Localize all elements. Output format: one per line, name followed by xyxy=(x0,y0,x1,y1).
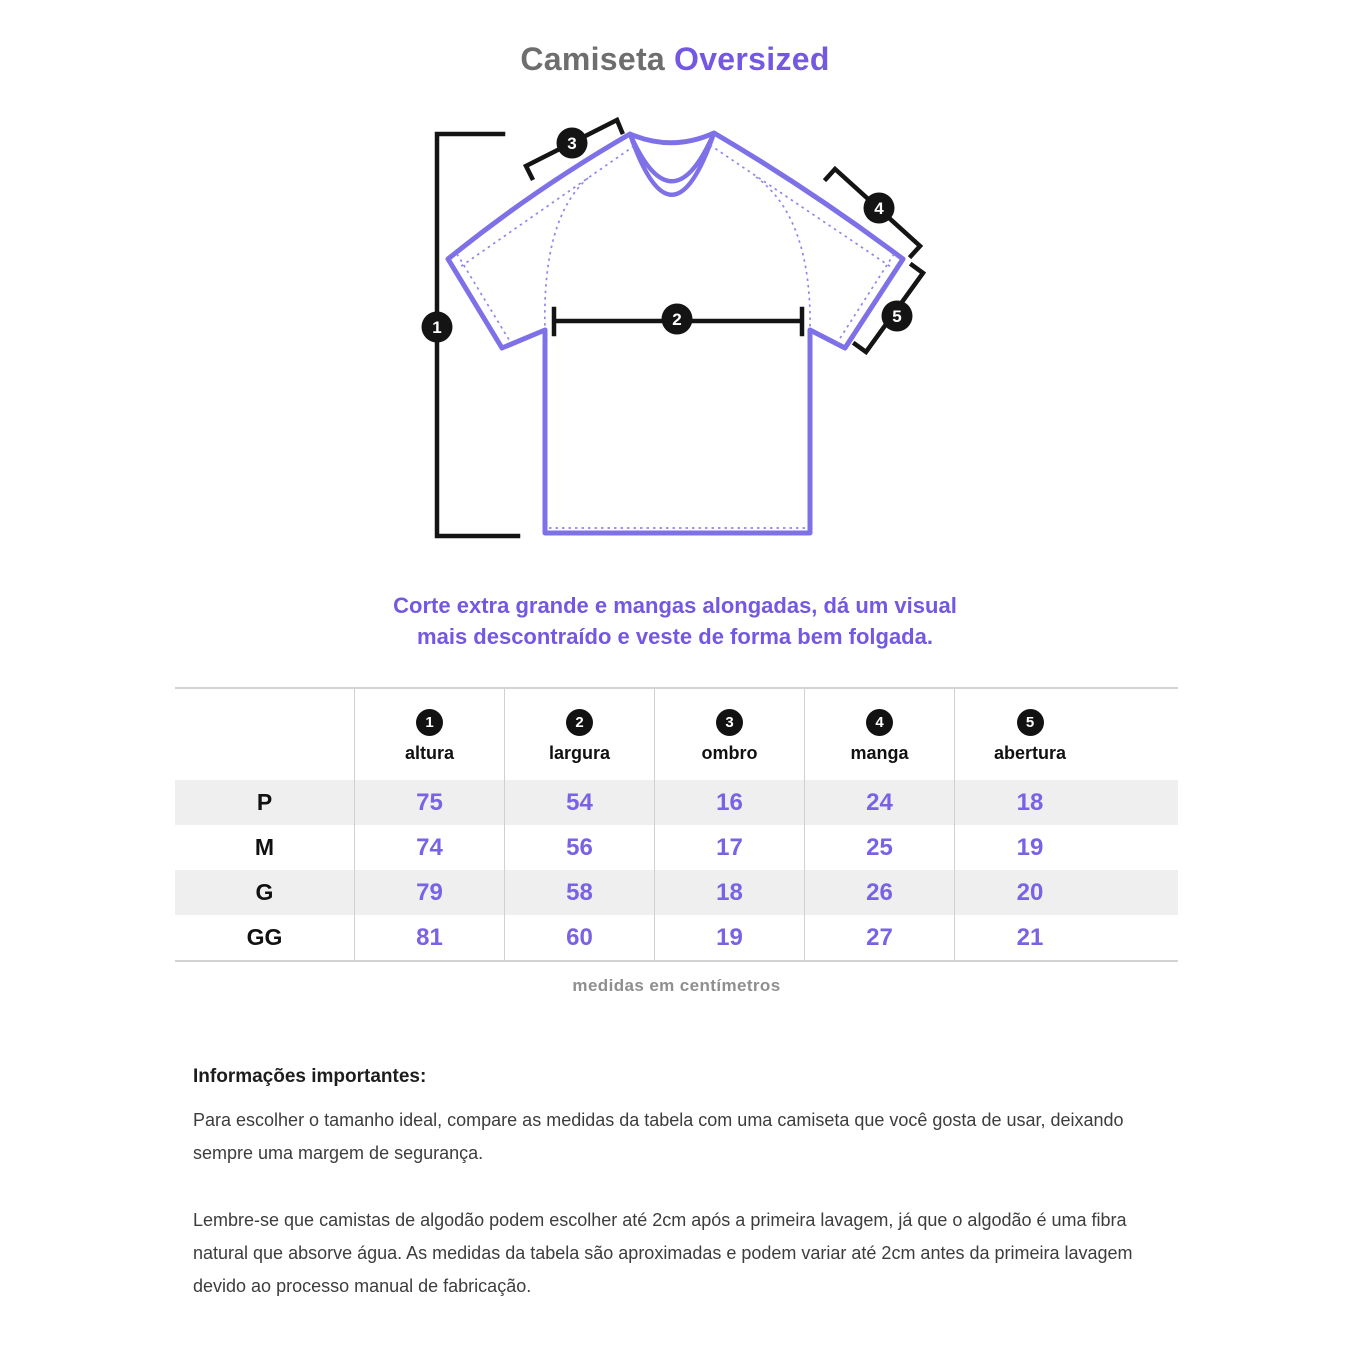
size-label: G xyxy=(175,870,355,915)
row-spacer-cell xyxy=(1105,915,1178,960)
info-paragraph-2: Lembre-se que camistas de algodão podem escolher até 2cm após a primeira lavagem, já que o algodão é uma fibra natural que absorve água. As medidas da tabela são aproximadas e podem variar até 2cm antes da primeira lavagem devido ao processo manual de fabricação. xyxy=(193,1210,1133,1296)
column-number-badge: 4 xyxy=(866,709,893,736)
fit-description xyxy=(0,590,1350,652)
row-spacer-cell xyxy=(1105,780,1178,825)
value-cell: 24 xyxy=(805,780,955,825)
value-cell: 26 xyxy=(805,870,955,915)
info-heading: Informações importantes: xyxy=(193,1066,427,1087)
value-cell: 18 xyxy=(655,870,805,915)
marker-label-2: 2 xyxy=(672,310,682,329)
title-prefix: Camiseta xyxy=(520,41,666,77)
table-row-p xyxy=(175,780,1178,825)
column-number-badge: 2 xyxy=(566,709,593,736)
table-caption: medidas em centímetros xyxy=(572,976,781,995)
table-header-row xyxy=(175,689,1178,780)
row-spacer-cell xyxy=(1105,825,1178,870)
fit-description-line: Corte extra grande e mangas alongadas, dá um visual xyxy=(393,593,957,618)
title-highlight: Oversized xyxy=(674,41,830,77)
column-label: abertura xyxy=(993,743,1067,763)
fit-description-line: mais descontraído e veste de forma bem folgada. xyxy=(417,624,933,649)
value-cell: 81 xyxy=(355,915,505,960)
table-row-g xyxy=(175,870,1178,915)
table-row-m xyxy=(175,825,1178,870)
column-number-badge: 5 xyxy=(1017,709,1044,736)
table-row-gg xyxy=(175,915,1178,960)
value-cell: 19 xyxy=(1016,833,1044,861)
column-label: altura xyxy=(404,743,455,763)
tshirt-svg xyxy=(400,95,960,565)
size-label: P xyxy=(175,780,355,825)
tshirt-measurement-diagram xyxy=(400,95,960,565)
value-cell: 27 xyxy=(805,915,955,960)
header-spacer-cell xyxy=(1105,689,1178,780)
header-size-cell xyxy=(175,689,355,780)
value-cell: 17 xyxy=(655,825,805,870)
value-cell: 75 xyxy=(355,780,505,825)
row-spacer-cell xyxy=(1105,870,1178,915)
size-label: M xyxy=(175,825,355,870)
column-header-ombro xyxy=(655,689,805,780)
marker-label-5: 5 xyxy=(892,307,902,326)
marker-label-1: 1 xyxy=(432,318,442,337)
value-cell: 18 xyxy=(1016,788,1044,816)
column-label: manga xyxy=(850,743,909,763)
value-cell: 56 xyxy=(505,825,655,870)
column-header-altura xyxy=(355,689,505,780)
page-title xyxy=(0,41,1350,78)
marker-label-4: 4 xyxy=(874,199,884,218)
column-header-largura xyxy=(505,689,655,780)
value-cell: 79 xyxy=(355,870,505,915)
value-cell: 74 xyxy=(355,825,505,870)
value-cell: 54 xyxy=(505,780,655,825)
info-section xyxy=(193,1066,1138,1337)
column-header-abertura xyxy=(955,689,1105,780)
info-paragraph-1: Para escolher o tamanho ideal, compare as medidas da tabela com uma camiseta que você gosta de usar, deixando sempre uma margem de segurança. xyxy=(193,1110,1124,1163)
size-label: GG xyxy=(175,915,355,960)
size-table-grid xyxy=(175,687,1178,962)
value-cell: 19 xyxy=(655,915,805,960)
value-cell: 58 xyxy=(505,870,655,915)
column-number-badge: 1 xyxy=(416,709,443,736)
column-number-badge: 3 xyxy=(716,709,743,736)
marker-label-3: 3 xyxy=(567,134,577,153)
column-label: largura xyxy=(548,743,611,763)
value-cell: 60 xyxy=(505,915,655,960)
value-cell: 20 xyxy=(1016,878,1044,906)
value-cell: 25 xyxy=(805,825,955,870)
column-label: ombro xyxy=(701,743,758,763)
column-header-manga xyxy=(805,689,955,780)
size-table xyxy=(175,687,1178,996)
value-cell: 16 xyxy=(655,780,805,825)
value-cell: 21 xyxy=(1016,923,1044,951)
